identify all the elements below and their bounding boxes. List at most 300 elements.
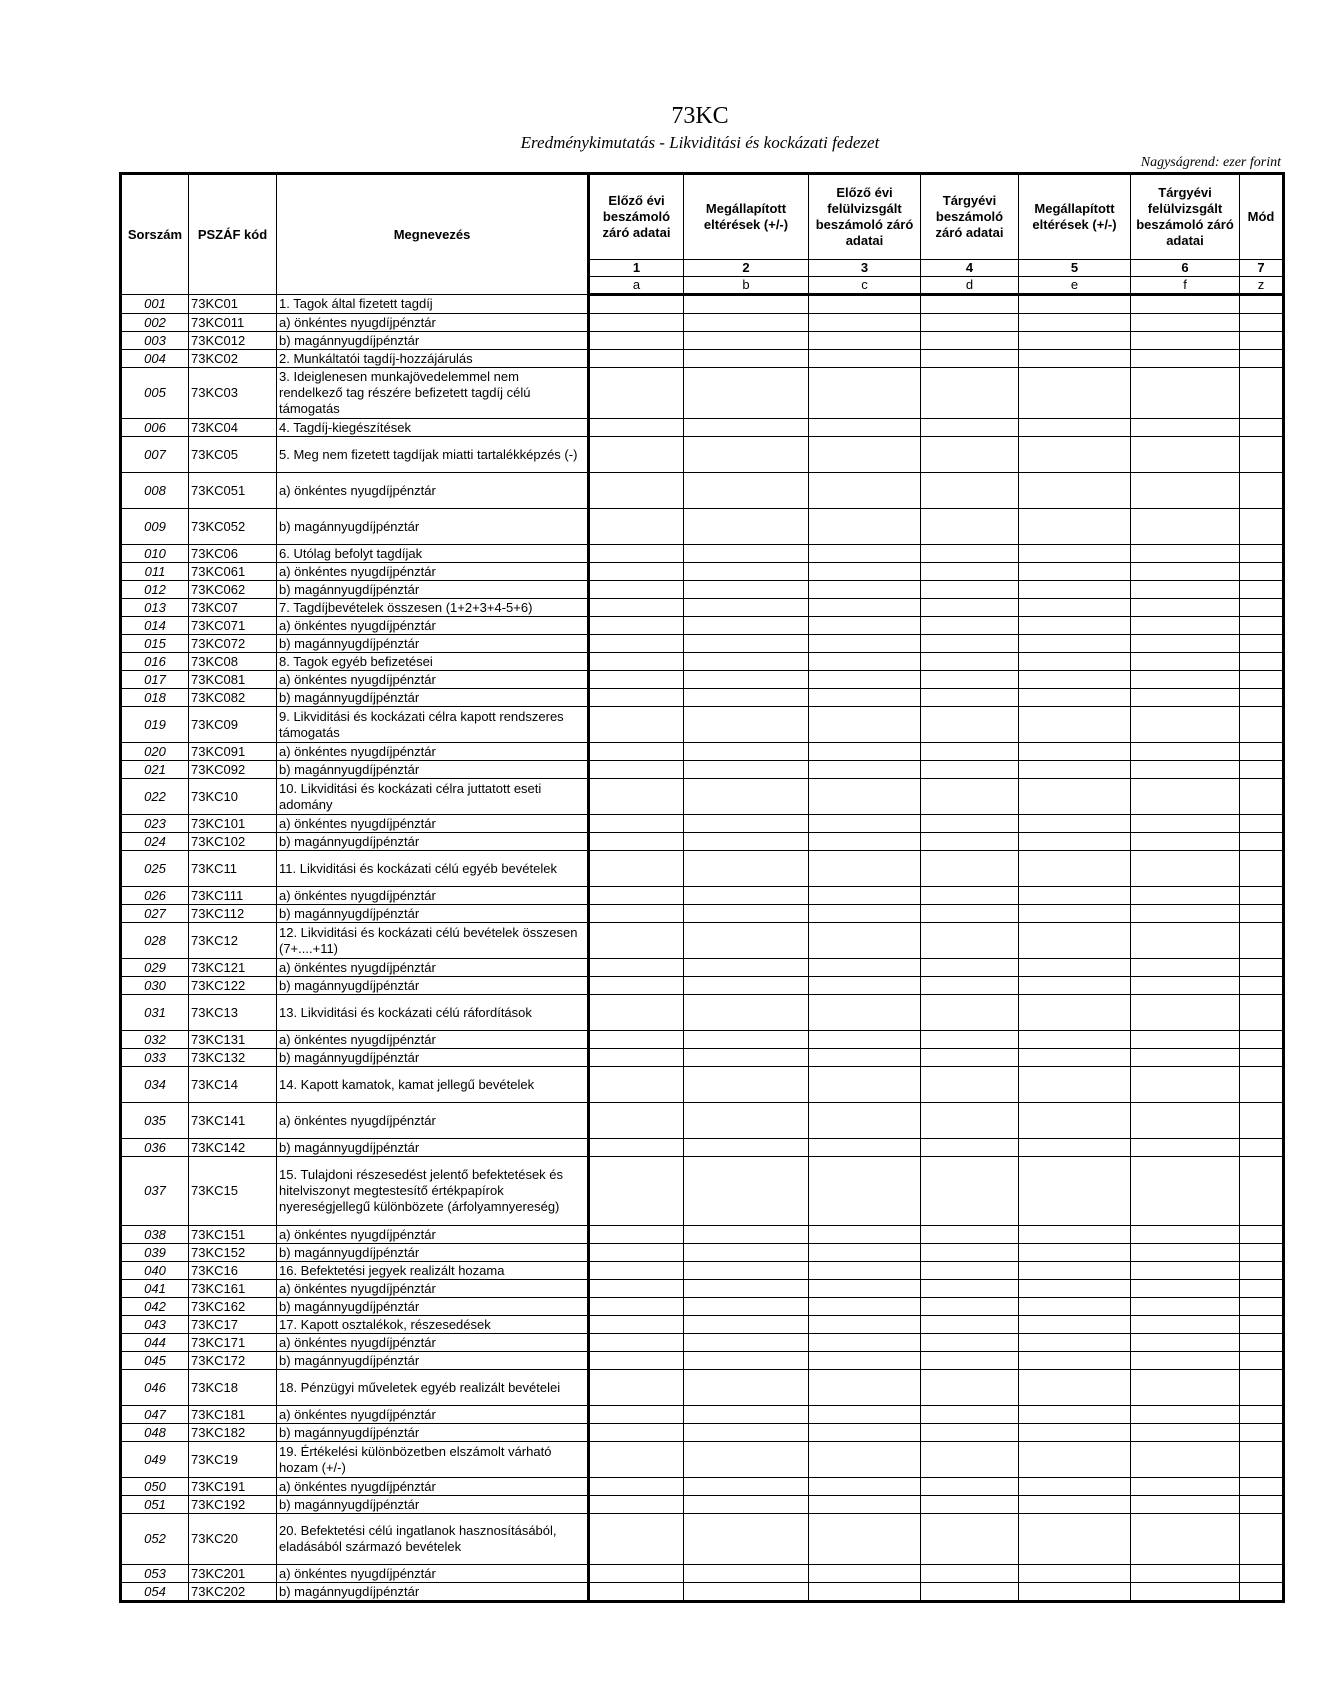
value-cell-col-1[interactable] xyxy=(589,923,684,959)
value-cell-col-5[interactable] xyxy=(1019,761,1131,779)
value-cell-col-5[interactable] xyxy=(1019,1370,1131,1406)
value-cell-col-4[interactable] xyxy=(921,635,1019,653)
value-cell-col-3[interactable] xyxy=(809,563,921,581)
value-cell-col-1[interactable] xyxy=(589,368,684,419)
value-cell-col-4[interactable] xyxy=(921,1334,1019,1352)
value-cell-col-2[interactable] xyxy=(684,1157,809,1226)
value-cell-col-1[interactable] xyxy=(589,314,684,332)
value-cell-col-6[interactable] xyxy=(1131,1226,1240,1244)
value-cell-col-5[interactable] xyxy=(1019,959,1131,977)
value-cell-col-4[interactable] xyxy=(921,1565,1019,1583)
value-cell-col-7[interactable] xyxy=(1240,1514,1284,1565)
value-cell-col-4[interactable] xyxy=(921,1157,1019,1226)
value-cell-col-3[interactable] xyxy=(809,833,921,851)
value-cell-col-4[interactable] xyxy=(921,689,1019,707)
value-cell-col-1[interactable] xyxy=(589,545,684,563)
value-cell-col-7[interactable] xyxy=(1240,1139,1284,1157)
value-cell-col-7[interactable] xyxy=(1240,833,1284,851)
value-cell-col-6[interactable] xyxy=(1131,1496,1240,1514)
value-cell-col-5[interactable] xyxy=(1019,314,1131,332)
value-cell-col-7[interactable] xyxy=(1240,473,1284,509)
value-cell-col-1[interactable] xyxy=(589,1049,684,1067)
value-cell-col-2[interactable] xyxy=(684,1496,809,1514)
value-cell-col-2[interactable] xyxy=(684,815,809,833)
value-cell-col-7[interactable] xyxy=(1240,314,1284,332)
value-cell-col-7[interactable] xyxy=(1240,1031,1284,1049)
value-cell-col-3[interactable] xyxy=(809,1496,921,1514)
value-cell-col-3[interactable] xyxy=(809,350,921,368)
value-cell-col-7[interactable] xyxy=(1240,332,1284,350)
value-cell-col-1[interactable] xyxy=(589,995,684,1031)
value-cell-col-1[interactable] xyxy=(589,1157,684,1226)
value-cell-col-3[interactable] xyxy=(809,1565,921,1583)
value-cell-col-7[interactable] xyxy=(1240,509,1284,545)
value-cell-col-5[interactable] xyxy=(1019,905,1131,923)
value-cell-col-4[interactable] xyxy=(921,707,1019,743)
value-cell-col-6[interactable] xyxy=(1131,761,1240,779)
value-cell-col-2[interactable] xyxy=(684,350,809,368)
value-cell-col-6[interactable] xyxy=(1131,1157,1240,1226)
value-cell-col-2[interactable] xyxy=(684,509,809,545)
value-cell-col-1[interactable] xyxy=(589,1583,684,1602)
value-cell-col-6[interactable] xyxy=(1131,1442,1240,1478)
value-cell-col-5[interactable] xyxy=(1019,977,1131,995)
value-cell-col-1[interactable] xyxy=(589,332,684,350)
value-cell-col-4[interactable] xyxy=(921,815,1019,833)
value-cell-col-1[interactable] xyxy=(589,617,684,635)
value-cell-col-7[interactable] xyxy=(1240,851,1284,887)
value-cell-col-6[interactable] xyxy=(1131,977,1240,995)
value-cell-col-3[interactable] xyxy=(809,545,921,563)
value-cell-col-2[interactable] xyxy=(684,581,809,599)
value-cell-col-6[interactable] xyxy=(1131,350,1240,368)
value-cell-col-3[interactable] xyxy=(809,779,921,815)
value-cell-col-6[interactable] xyxy=(1131,1298,1240,1316)
value-cell-col-5[interactable] xyxy=(1019,635,1131,653)
value-cell-col-3[interactable] xyxy=(809,635,921,653)
value-cell-col-3[interactable] xyxy=(809,671,921,689)
value-cell-col-5[interactable] xyxy=(1019,545,1131,563)
value-cell-col-2[interactable] xyxy=(684,1334,809,1352)
value-cell-col-5[interactable] xyxy=(1019,1514,1131,1565)
value-cell-col-2[interactable] xyxy=(684,1103,809,1139)
value-cell-col-4[interactable] xyxy=(921,923,1019,959)
value-cell-col-1[interactable] xyxy=(589,707,684,743)
value-cell-col-6[interactable] xyxy=(1131,509,1240,545)
value-cell-col-4[interactable] xyxy=(921,1298,1019,1316)
value-cell-col-1[interactable] xyxy=(589,437,684,473)
value-cell-col-1[interactable] xyxy=(589,779,684,815)
value-cell-col-2[interactable] xyxy=(684,635,809,653)
value-cell-col-4[interactable] xyxy=(921,851,1019,887)
value-cell-col-1[interactable] xyxy=(589,599,684,617)
value-cell-col-3[interactable] xyxy=(809,1139,921,1157)
value-cell-col-4[interactable] xyxy=(921,761,1019,779)
value-cell-col-4[interactable] xyxy=(921,1262,1019,1280)
value-cell-col-1[interactable] xyxy=(589,1334,684,1352)
value-cell-col-3[interactable] xyxy=(809,509,921,545)
value-cell-col-7[interactable] xyxy=(1240,1406,1284,1424)
value-cell-col-1[interactable] xyxy=(589,851,684,887)
value-cell-col-7[interactable] xyxy=(1240,689,1284,707)
value-cell-col-3[interactable] xyxy=(809,1244,921,1262)
value-cell-col-6[interactable] xyxy=(1131,332,1240,350)
value-cell-col-3[interactable] xyxy=(809,1352,921,1370)
value-cell-col-6[interactable] xyxy=(1131,779,1240,815)
value-cell-col-3[interactable] xyxy=(809,437,921,473)
value-cell-col-5[interactable] xyxy=(1019,1031,1131,1049)
value-cell-col-2[interactable] xyxy=(684,1139,809,1157)
value-cell-col-3[interactable] xyxy=(809,905,921,923)
value-cell-col-2[interactable] xyxy=(684,1280,809,1298)
value-cell-col-7[interactable] xyxy=(1240,1316,1284,1334)
value-cell-col-5[interactable] xyxy=(1019,509,1131,545)
value-cell-col-2[interactable] xyxy=(684,743,809,761)
value-cell-col-4[interactable] xyxy=(921,1370,1019,1406)
value-cell-col-5[interactable] xyxy=(1019,563,1131,581)
value-cell-col-7[interactable] xyxy=(1240,617,1284,635)
value-cell-col-6[interactable] xyxy=(1131,671,1240,689)
value-cell-col-7[interactable] xyxy=(1240,368,1284,419)
value-cell-col-1[interactable] xyxy=(589,1139,684,1157)
value-cell-col-4[interactable] xyxy=(921,779,1019,815)
value-cell-col-2[interactable] xyxy=(684,671,809,689)
value-cell-col-2[interactable] xyxy=(684,851,809,887)
value-cell-col-4[interactable] xyxy=(921,1424,1019,1442)
value-cell-col-1[interactable] xyxy=(589,1478,684,1496)
value-cell-col-7[interactable] xyxy=(1240,761,1284,779)
value-cell-col-4[interactable] xyxy=(921,1067,1019,1103)
value-cell-col-2[interactable] xyxy=(684,1583,809,1602)
value-cell-col-1[interactable] xyxy=(589,1244,684,1262)
value-cell-col-3[interactable] xyxy=(809,887,921,905)
value-cell-col-1[interactable] xyxy=(589,653,684,671)
value-cell-col-2[interactable] xyxy=(684,419,809,437)
value-cell-col-3[interactable] xyxy=(809,1478,921,1496)
value-cell-col-5[interactable] xyxy=(1019,1280,1131,1298)
value-cell-col-5[interactable] xyxy=(1019,1334,1131,1352)
value-cell-col-4[interactable] xyxy=(921,368,1019,419)
value-cell-col-1[interactable] xyxy=(589,689,684,707)
value-cell-col-2[interactable] xyxy=(684,761,809,779)
value-cell-col-3[interactable] xyxy=(809,617,921,635)
value-cell-col-6[interactable] xyxy=(1131,581,1240,599)
value-cell-col-2[interactable] xyxy=(684,314,809,332)
value-cell-col-4[interactable] xyxy=(921,959,1019,977)
value-cell-col-2[interactable] xyxy=(684,1406,809,1424)
value-cell-col-1[interactable] xyxy=(589,761,684,779)
value-cell-col-5[interactable] xyxy=(1019,1424,1131,1442)
value-cell-col-4[interactable] xyxy=(921,995,1019,1031)
value-cell-col-3[interactable] xyxy=(809,314,921,332)
value-cell-col-7[interactable] xyxy=(1240,1244,1284,1262)
value-cell-col-3[interactable] xyxy=(809,707,921,743)
value-cell-col-6[interactable] xyxy=(1131,437,1240,473)
value-cell-col-6[interactable] xyxy=(1131,1370,1240,1406)
value-cell-col-3[interactable] xyxy=(809,1424,921,1442)
value-cell-col-7[interactable] xyxy=(1240,743,1284,761)
value-cell-col-7[interactable] xyxy=(1240,1478,1284,1496)
value-cell-col-2[interactable] xyxy=(684,707,809,743)
value-cell-col-5[interactable] xyxy=(1019,1442,1131,1478)
value-cell-col-5[interactable] xyxy=(1019,779,1131,815)
value-cell-col-3[interactable] xyxy=(809,1334,921,1352)
value-cell-col-4[interactable] xyxy=(921,350,1019,368)
value-cell-col-5[interactable] xyxy=(1019,833,1131,851)
value-cell-col-6[interactable] xyxy=(1131,368,1240,419)
value-cell-col-4[interactable] xyxy=(921,509,1019,545)
value-cell-col-5[interactable] xyxy=(1019,368,1131,419)
value-cell-col-7[interactable] xyxy=(1240,779,1284,815)
value-cell-col-5[interactable] xyxy=(1019,332,1131,350)
value-cell-col-1[interactable] xyxy=(589,1352,684,1370)
value-cell-col-2[interactable] xyxy=(684,1298,809,1316)
value-cell-col-1[interactable] xyxy=(589,1370,684,1406)
value-cell-col-3[interactable] xyxy=(809,977,921,995)
value-cell-col-2[interactable] xyxy=(684,1424,809,1442)
value-cell-col-1[interactable] xyxy=(589,419,684,437)
value-cell-col-2[interactable] xyxy=(684,887,809,905)
value-cell-col-5[interactable] xyxy=(1019,1067,1131,1103)
value-cell-col-7[interactable] xyxy=(1240,653,1284,671)
value-cell-col-6[interactable] xyxy=(1131,1139,1240,1157)
value-cell-col-5[interactable] xyxy=(1019,617,1131,635)
value-cell-col-7[interactable] xyxy=(1240,419,1284,437)
value-cell-col-1[interactable] xyxy=(589,671,684,689)
value-cell-col-3[interactable] xyxy=(809,653,921,671)
value-cell-col-2[interactable] xyxy=(684,563,809,581)
value-cell-col-7[interactable] xyxy=(1240,905,1284,923)
value-cell-col-3[interactable] xyxy=(809,295,921,314)
value-cell-col-4[interactable] xyxy=(921,545,1019,563)
value-cell-col-7[interactable] xyxy=(1240,815,1284,833)
value-cell-col-7[interactable] xyxy=(1240,295,1284,314)
value-cell-col-6[interactable] xyxy=(1131,295,1240,314)
value-cell-col-2[interactable] xyxy=(684,368,809,419)
value-cell-col-3[interactable] xyxy=(809,1067,921,1103)
value-cell-col-1[interactable] xyxy=(589,1316,684,1334)
value-cell-col-3[interactable] xyxy=(809,1583,921,1602)
value-cell-col-4[interactable] xyxy=(921,1514,1019,1565)
value-cell-col-5[interactable] xyxy=(1019,350,1131,368)
value-cell-col-3[interactable] xyxy=(809,815,921,833)
value-cell-col-7[interactable] xyxy=(1240,1226,1284,1244)
value-cell-col-7[interactable] xyxy=(1240,563,1284,581)
value-cell-col-5[interactable] xyxy=(1019,1049,1131,1067)
value-cell-col-6[interactable] xyxy=(1131,473,1240,509)
value-cell-col-5[interactable] xyxy=(1019,671,1131,689)
value-cell-col-2[interactable] xyxy=(684,617,809,635)
value-cell-col-6[interactable] xyxy=(1131,314,1240,332)
value-cell-col-4[interactable] xyxy=(921,671,1019,689)
value-cell-col-5[interactable] xyxy=(1019,599,1131,617)
value-cell-col-2[interactable] xyxy=(684,995,809,1031)
value-cell-col-7[interactable] xyxy=(1240,959,1284,977)
value-cell-col-1[interactable] xyxy=(589,563,684,581)
value-cell-col-1[interactable] xyxy=(589,905,684,923)
value-cell-col-5[interactable] xyxy=(1019,995,1131,1031)
value-cell-col-5[interactable] xyxy=(1019,1583,1131,1602)
value-cell-col-5[interactable] xyxy=(1019,743,1131,761)
value-cell-col-6[interactable] xyxy=(1131,1406,1240,1424)
value-cell-col-5[interactable] xyxy=(1019,689,1131,707)
value-cell-col-1[interactable] xyxy=(589,1262,684,1280)
value-cell-col-6[interactable] xyxy=(1131,1316,1240,1334)
value-cell-col-1[interactable] xyxy=(589,1514,684,1565)
value-cell-col-1[interactable] xyxy=(589,1442,684,1478)
value-cell-col-1[interactable] xyxy=(589,473,684,509)
value-cell-col-5[interactable] xyxy=(1019,707,1131,743)
value-cell-col-3[interactable] xyxy=(809,332,921,350)
value-cell-col-6[interactable] xyxy=(1131,1244,1240,1262)
value-cell-col-3[interactable] xyxy=(809,959,921,977)
value-cell-col-7[interactable] xyxy=(1240,1334,1284,1352)
value-cell-col-4[interactable] xyxy=(921,1352,1019,1370)
value-cell-col-3[interactable] xyxy=(809,851,921,887)
value-cell-col-1[interactable] xyxy=(589,509,684,545)
value-cell-col-4[interactable] xyxy=(921,332,1019,350)
value-cell-col-7[interactable] xyxy=(1240,1049,1284,1067)
value-cell-col-3[interactable] xyxy=(809,1226,921,1244)
value-cell-col-7[interactable] xyxy=(1240,1496,1284,1514)
value-cell-col-6[interactable] xyxy=(1131,1424,1240,1442)
value-cell-col-3[interactable] xyxy=(809,1280,921,1298)
value-cell-col-4[interactable] xyxy=(921,563,1019,581)
value-cell-col-2[interactable] xyxy=(684,1478,809,1496)
value-cell-col-5[interactable] xyxy=(1019,581,1131,599)
value-cell-col-3[interactable] xyxy=(809,1370,921,1406)
value-cell-col-5[interactable] xyxy=(1019,419,1131,437)
value-cell-col-7[interactable] xyxy=(1240,1298,1284,1316)
value-cell-col-1[interactable] xyxy=(589,1565,684,1583)
value-cell-col-6[interactable] xyxy=(1131,815,1240,833)
value-cell-col-5[interactable] xyxy=(1019,1226,1131,1244)
value-cell-col-7[interactable] xyxy=(1240,1262,1284,1280)
value-cell-col-2[interactable] xyxy=(684,473,809,509)
value-cell-col-4[interactable] xyxy=(921,1280,1019,1298)
value-cell-col-7[interactable] xyxy=(1240,581,1284,599)
value-cell-col-2[interactable] xyxy=(684,977,809,995)
value-cell-col-6[interactable] xyxy=(1131,1478,1240,1496)
value-cell-col-3[interactable] xyxy=(809,581,921,599)
value-cell-col-7[interactable] xyxy=(1240,1565,1284,1583)
value-cell-col-4[interactable] xyxy=(921,1316,1019,1334)
value-cell-col-2[interactable] xyxy=(684,1244,809,1262)
value-cell-col-5[interactable] xyxy=(1019,1316,1131,1334)
value-cell-col-6[interactable] xyxy=(1131,1352,1240,1370)
value-cell-col-2[interactable] xyxy=(684,545,809,563)
value-cell-col-1[interactable] xyxy=(589,743,684,761)
value-cell-col-1[interactable] xyxy=(589,1103,684,1139)
value-cell-col-7[interactable] xyxy=(1240,1424,1284,1442)
value-cell-col-7[interactable] xyxy=(1240,1157,1284,1226)
value-cell-col-5[interactable] xyxy=(1019,815,1131,833)
value-cell-col-5[interactable] xyxy=(1019,887,1131,905)
value-cell-col-2[interactable] xyxy=(684,1049,809,1067)
value-cell-col-4[interactable] xyxy=(921,1049,1019,1067)
value-cell-col-1[interactable] xyxy=(589,1298,684,1316)
value-cell-col-1[interactable] xyxy=(589,977,684,995)
value-cell-col-3[interactable] xyxy=(809,1442,921,1478)
value-cell-col-2[interactable] xyxy=(684,905,809,923)
value-cell-col-2[interactable] xyxy=(684,437,809,473)
value-cell-col-4[interactable] xyxy=(921,599,1019,617)
value-cell-col-1[interactable] xyxy=(589,1280,684,1298)
value-cell-col-2[interactable] xyxy=(684,1514,809,1565)
value-cell-col-2[interactable] xyxy=(684,1067,809,1103)
value-cell-col-7[interactable] xyxy=(1240,1103,1284,1139)
value-cell-col-7[interactable] xyxy=(1240,350,1284,368)
value-cell-col-2[interactable] xyxy=(684,833,809,851)
value-cell-col-1[interactable] xyxy=(589,635,684,653)
value-cell-col-7[interactable] xyxy=(1240,437,1284,473)
value-cell-col-4[interactable] xyxy=(921,1406,1019,1424)
value-cell-col-2[interactable] xyxy=(684,923,809,959)
value-cell-col-5[interactable] xyxy=(1019,1139,1131,1157)
value-cell-col-6[interactable] xyxy=(1131,851,1240,887)
value-cell-col-1[interactable] xyxy=(589,1496,684,1514)
value-cell-col-2[interactable] xyxy=(684,1262,809,1280)
value-cell-col-3[interactable] xyxy=(809,1157,921,1226)
value-cell-col-3[interactable] xyxy=(809,923,921,959)
value-cell-col-3[interactable] xyxy=(809,1298,921,1316)
value-cell-col-6[interactable] xyxy=(1131,1031,1240,1049)
value-cell-col-3[interactable] xyxy=(809,1316,921,1334)
value-cell-col-1[interactable] xyxy=(589,295,684,314)
value-cell-col-7[interactable] xyxy=(1240,545,1284,563)
value-cell-col-7[interactable] xyxy=(1240,995,1284,1031)
value-cell-col-6[interactable] xyxy=(1131,1583,1240,1602)
value-cell-col-4[interactable] xyxy=(921,977,1019,995)
value-cell-col-2[interactable] xyxy=(684,653,809,671)
value-cell-col-3[interactable] xyxy=(809,1049,921,1067)
value-cell-col-7[interactable] xyxy=(1240,1583,1284,1602)
value-cell-col-5[interactable] xyxy=(1019,1103,1131,1139)
value-cell-col-6[interactable] xyxy=(1131,995,1240,1031)
value-cell-col-3[interactable] xyxy=(809,1103,921,1139)
value-cell-col-3[interactable] xyxy=(809,689,921,707)
value-cell-col-2[interactable] xyxy=(684,779,809,815)
value-cell-col-4[interactable] xyxy=(921,1496,1019,1514)
value-cell-col-5[interactable] xyxy=(1019,1352,1131,1370)
value-cell-col-7[interactable] xyxy=(1240,1442,1284,1478)
value-cell-col-1[interactable] xyxy=(589,1226,684,1244)
value-cell-col-5[interactable] xyxy=(1019,923,1131,959)
value-cell-col-1[interactable] xyxy=(589,815,684,833)
value-cell-col-3[interactable] xyxy=(809,761,921,779)
value-cell-col-1[interactable] xyxy=(589,1406,684,1424)
value-cell-col-4[interactable] xyxy=(921,1244,1019,1262)
value-cell-col-6[interactable] xyxy=(1131,923,1240,959)
value-cell-col-2[interactable] xyxy=(684,1031,809,1049)
value-cell-col-6[interactable] xyxy=(1131,707,1240,743)
value-cell-col-2[interactable] xyxy=(684,1316,809,1334)
value-cell-col-5[interactable] xyxy=(1019,473,1131,509)
value-cell-col-6[interactable] xyxy=(1131,599,1240,617)
value-cell-col-6[interactable] xyxy=(1131,1280,1240,1298)
value-cell-col-1[interactable] xyxy=(589,350,684,368)
value-cell-col-5[interactable] xyxy=(1019,1157,1131,1226)
value-cell-col-4[interactable] xyxy=(921,1031,1019,1049)
value-cell-col-6[interactable] xyxy=(1131,1262,1240,1280)
value-cell-col-5[interactable] xyxy=(1019,1262,1131,1280)
value-cell-col-3[interactable] xyxy=(809,473,921,509)
value-cell-col-5[interactable] xyxy=(1019,1406,1131,1424)
value-cell-col-5[interactable] xyxy=(1019,1496,1131,1514)
value-cell-col-3[interactable] xyxy=(809,599,921,617)
value-cell-col-6[interactable] xyxy=(1131,1049,1240,1067)
value-cell-col-6[interactable] xyxy=(1131,833,1240,851)
